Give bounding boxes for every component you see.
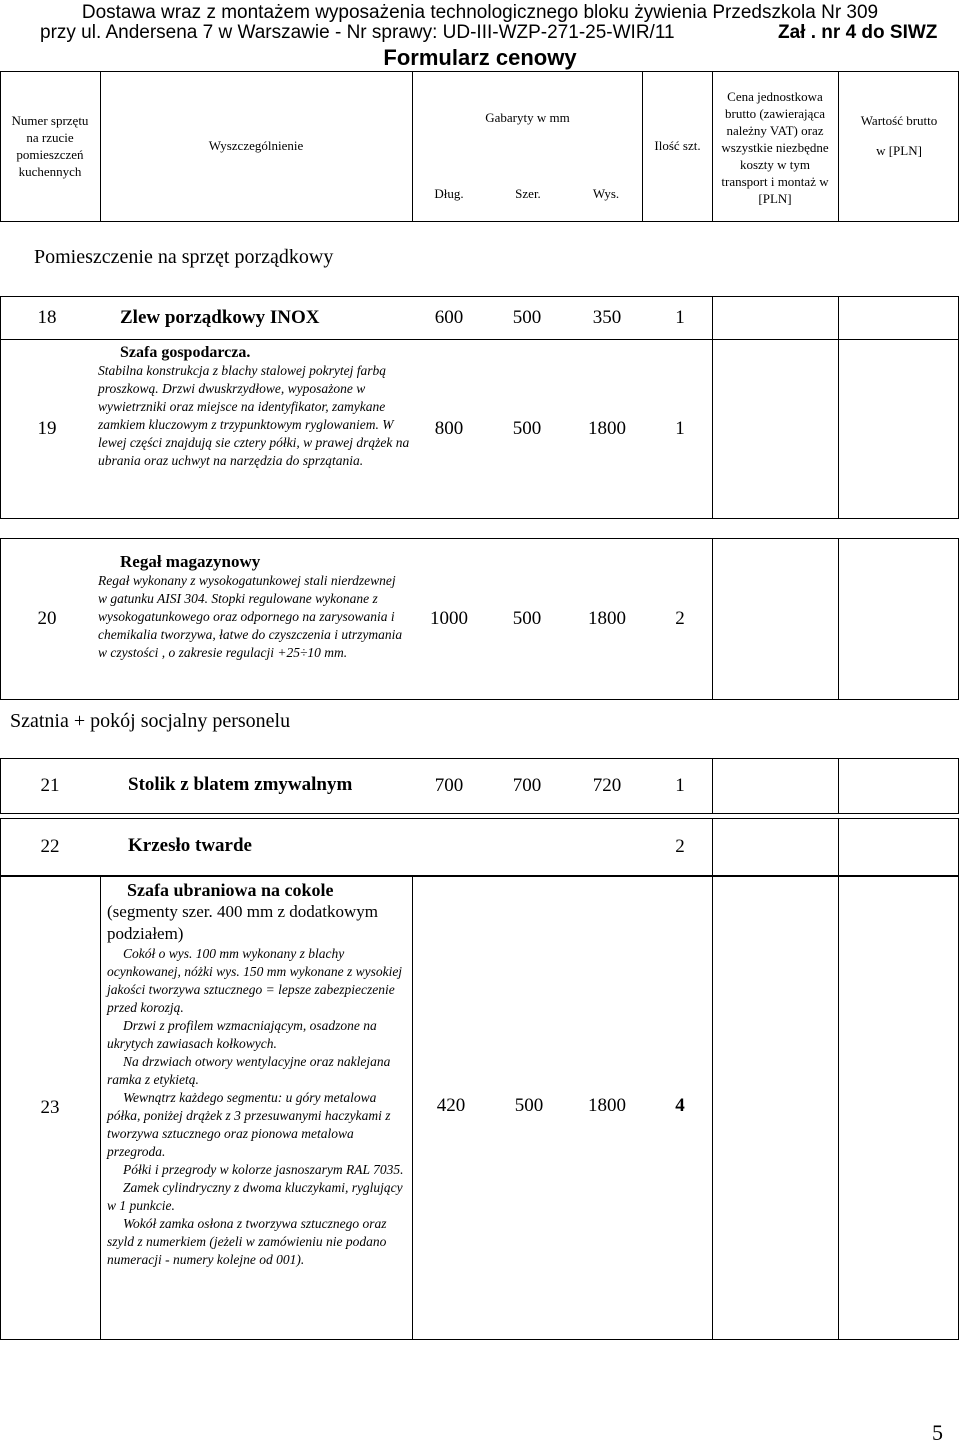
row-description: Regał wykonany z wysokogatunkowej stali nierdzewnej w gatunku AISI 304. Stopki regulowane wykonane z wysokogatunkowego oraz odpornego na zarysowania i chemikalia tworzywa, łatwe do czyszczenia i utrzymania w czystości , o zakresie regulacji +25÷10 mm.	[98, 573, 403, 660]
row-width: 700	[512, 775, 542, 796]
row-number: 19	[37, 418, 57, 439]
row-height: 1800	[588, 608, 626, 629]
row-length: 1000	[430, 608, 468, 629]
row-height: 350	[592, 307, 622, 328]
row-quantity: 1	[675, 307, 685, 328]
row-width: 500	[512, 307, 542, 328]
row-number: 20	[37, 608, 57, 629]
section-title-changing-room: Szatnia + pokój socjalny personelu	[10, 710, 291, 732]
row-description-block	[107, 880, 409, 1269]
row-description-paragraph: Cokół o wys. 100 mm wykonany z blachy ocynkowanej, nóżki wys. 150 mm wykonane z wysokiej jakości tworzywa sztucznego = lepsze zabezpieczenie przed korozją.	[107, 946, 403, 1015]
header-length: Dług.	[434, 185, 464, 201]
header-height: Wys.	[592, 185, 620, 201]
row-description-block	[98, 552, 404, 662]
header-width: Szer.	[515, 185, 541, 201]
row-name: Stolik z blatem zmywalnym	[128, 774, 353, 795]
header-quantity: Ilość szt.	[654, 137, 701, 153]
document-header-line-1: Dostawa wraz z montażem wyposażenia technologicznego bloku żywienia Przedszkola Nr 309	[81, 2, 879, 23]
header-total-value-line-1: Wartość brutto	[860, 113, 938, 128]
row-number: 23	[40, 1097, 60, 1118]
header-item-number: Numer sprzętu na rzucie pomieszczeń kuchennych	[11, 113, 89, 179]
form-title: Formularz cenowy	[383, 45, 577, 70]
row-width: 500	[512, 608, 542, 629]
row-quantity: 1	[675, 775, 685, 796]
row-width: 500	[512, 418, 542, 439]
header-unit-price: Cena jednostkowa brutto (zawierająca należny VAT) oraz wszystkie niezbędne koszty w tym transport i montaż w [PLN]	[721, 88, 829, 206]
row-name: Szafa ubraniowa na cokole	[127, 880, 334, 900]
row-length: 420	[436, 1095, 466, 1116]
row-subtitle: (segmenty szer. 400 mm z dodatkowym podziałem)	[107, 902, 379, 943]
row-name: Krzesło twarde	[128, 835, 252, 856]
row-description-paragraph: Półki i przegrody w kolorze jasnoszarym RAL 7035.	[123, 1162, 404, 1177]
row-name: Regał magazynowy	[120, 552, 261, 571]
row-description	[107, 945, 409, 1269]
row-length: 600	[434, 307, 464, 328]
row-description: Stabilna konstrukcja z blachy stalowej pokrytej farbą proszkową. Drzwi dwuskrzydłowe, wyposażone w wywietrzniki oraz miejsce na identyfikator, zamykane zamkiem kluczowym z trzypunktowym ryglowaniem. W lewej części znajdują sie cztery półki, w prawej drążek na ubrania oraz uchwyt na narzędzia do sprzątania.	[98, 363, 410, 468]
row-description-paragraph: Wokół zamka osłona z tworzywa sztucznego oraz szyld z numerkiem (jeżeli w zamówieniu nie podano numeracji - numery kolejne od 001).	[107, 1216, 387, 1267]
row-quantity: 2	[675, 836, 685, 857]
header-total-value	[839, 112, 959, 159]
row-quantity: 1	[675, 418, 685, 439]
header-description: Wyszczególnienie	[208, 137, 304, 153]
row-quantity: 4	[675, 1095, 685, 1116]
case-reference: przy ul. Andersena 7 w Warszawie - Nr sprawy: UD-III-WZP-271-25-WIR/11	[40, 22, 675, 43]
row-height: 1800	[588, 1095, 626, 1116]
row-quantity: 2	[675, 608, 685, 629]
row-height: 1800	[588, 418, 626, 439]
row-height: 720	[592, 775, 622, 796]
document-header-line-2	[0, 22, 960, 44]
row-description-paragraph: Na drzwiach otwory wentylacyjne oraz naklejana ramka z etykietą.	[107, 1054, 391, 1087]
row-description-paragraph: Wewnątrz każdego segmentu: u góry metalowa półka, poniżej drążek z 3 przesuwanymi haczykami z tworzywa sztucznego oraz pionowa metalowa przegroda.	[107, 1090, 391, 1159]
row-length: 700	[434, 775, 464, 796]
row-name: Szafa gospodarcza.	[120, 344, 251, 361]
section-title-cleaning-room: Pomieszczenie na sprzęt porządkowy	[34, 246, 334, 268]
row-number: 18	[37, 307, 57, 328]
attachment-label: Zał . nr 4 do SIWZ	[778, 22, 938, 43]
row-number: 21	[40, 775, 60, 796]
header-dimensions: Gabaryty w mm	[485, 109, 570, 125]
row-length: 800	[434, 418, 464, 439]
row-width: 500	[514, 1095, 544, 1116]
row-description-block	[98, 344, 410, 470]
row-description-paragraph: Zamek cylindryczny z dwoma kluczykami, ryglujący w 1 punkcie.	[107, 1180, 403, 1213]
row-name: Zlew porządkowy INOX	[120, 307, 320, 328]
row-description-paragraph: Drzwi z profilem wzmacniającym, osadzone na ukrytych zawiasach kołkowych.	[107, 1018, 377, 1051]
row-number: 22	[40, 836, 60, 857]
header-total-value-line-2: w [PLN]	[876, 143, 922, 158]
page-number: 5	[932, 1420, 943, 1445]
